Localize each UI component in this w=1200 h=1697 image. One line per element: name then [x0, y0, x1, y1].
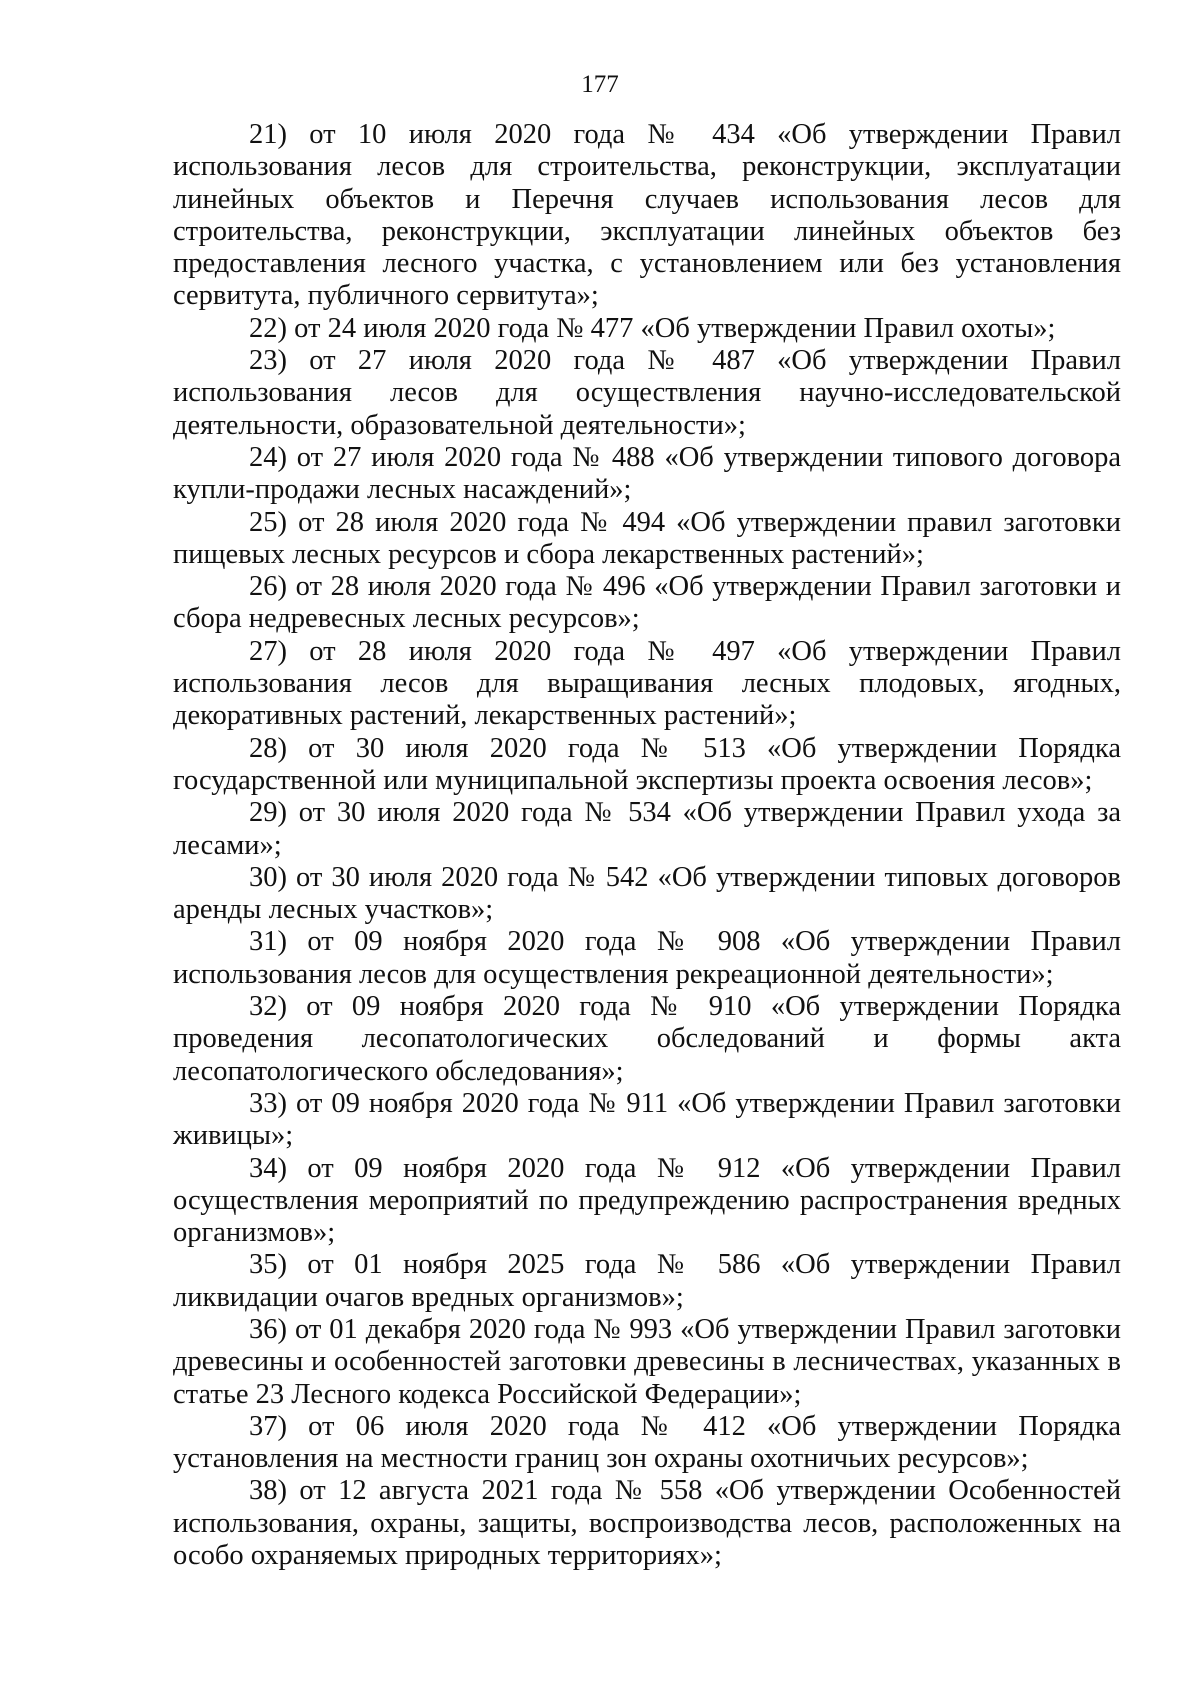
list-item-21: 21) от 10 июля 2020 года № 434 «Об утверждении Правил использования лесов для строительства, реконструкции, эксплуатации линейных объектов и Перечня случаев использования лесов для строительства, реконструкции, эксплуатации линейных объектов без предоставления лесного участка, с установлением или без установления сервитута, публичного сервитута»;: [173, 119, 1121, 312]
list-item-37: 37) от 06 июля 2020 года № 412 «Об утверждении Порядка установления на местности границ зон охраны охотничьих ресурсов»;: [173, 1410, 1121, 1475]
list-item-32: 32) от 09 ноября 2020 года № 910 «Об утверждении Порядка проведения лесопатологических обследований и формы акта лесопатологического обследования»;: [173, 991, 1121, 1087]
list-item-23: 23) от 27 июля 2020 года № 487 «Об утверждении Правил использования лесов для осуществления научно-исследовательской деятельности, образовательной деятельности»;: [173, 345, 1121, 441]
page-number: 177: [581, 71, 619, 98]
list-item-36: 36) от 01 декабря 2020 года № 993 «Об утверждении Правил заготовки древесины и особенностей заготовки древесины в лесничествах, указанных в статье 23 Лесного кодекса Российской Федерации»;: [173, 1313, 1121, 1410]
list-item-31: 31) от 09 ноября 2020 года № 908 «Об утверждении Правил использования лесов для осуществления рекреационной деятельности»;: [173, 926, 1121, 990]
list-item-22: 22) от 24 июля 2020 года № 477 «Об утверждении Правил охоты»;: [249, 312, 1056, 344]
list-item-24: 24) от 27 июля 2020 года № 488 «Об утверждении типового договора купли-продажи лесных насаждений»;: [173, 441, 1121, 506]
list-item-26: 26) от 28 июля 2020 года № 496 «Об утверждении Правил заготовки и сбора недревесных лесных ресурсов»;: [173, 571, 1121, 635]
list-item-29: 29) от 30 июля 2020 года № 534 «Об утверждении Правил ухода за лесами»;: [173, 797, 1121, 861]
list-item-30: 30) от 30 июля 2020 года № 542 «Об утверждении типовых договоров аренды лесных участков»;: [173, 861, 1121, 926]
list-item-27: 27) от 28 июля 2020 года № 497 «Об утверждении Правил использования лесов для выращивания лесных плодовых, ягодных, декоративных растений, лекарственных растений»;: [173, 635, 1121, 732]
list-item-28: 28) от 30 июля 2020 года № 513 «Об утверждении Порядка государственной или муниципальной экспертизы проекта освоения лесов»;: [173, 732, 1121, 796]
list-item-33: 33) от 09 ноября 2020 года № 911 «Об утверждении Правил заготовки живицы»;: [173, 1087, 1121, 1152]
document-body: [173, 119, 1121, 1572]
list-item-35: 35) от 01 ноября 2025 года № 586 «Об утверждении Правил ликвидации очагов вредных организмов»;: [173, 1249, 1121, 1313]
list-item-25: 25) от 28 июля 2020 года № 494 «Об утверждении правил заготовки пищевых лесных ресурсов и сбора лекарственных растений»;: [173, 506, 1121, 570]
list-item-38: 38) от 12 августа 2021 года № 558 «Об утверждении Особенностей использования, охраны, защиты, воспроизводства лесов, расположенных на особо охраняемых природных территориях»;: [173, 1475, 1121, 1572]
list-item-34: 34) от 09 ноября 2020 года № 912 «Об утверждении Правил осуществления мероприятий по предупреждению распространения вредных организмов»;: [173, 1152, 1121, 1249]
